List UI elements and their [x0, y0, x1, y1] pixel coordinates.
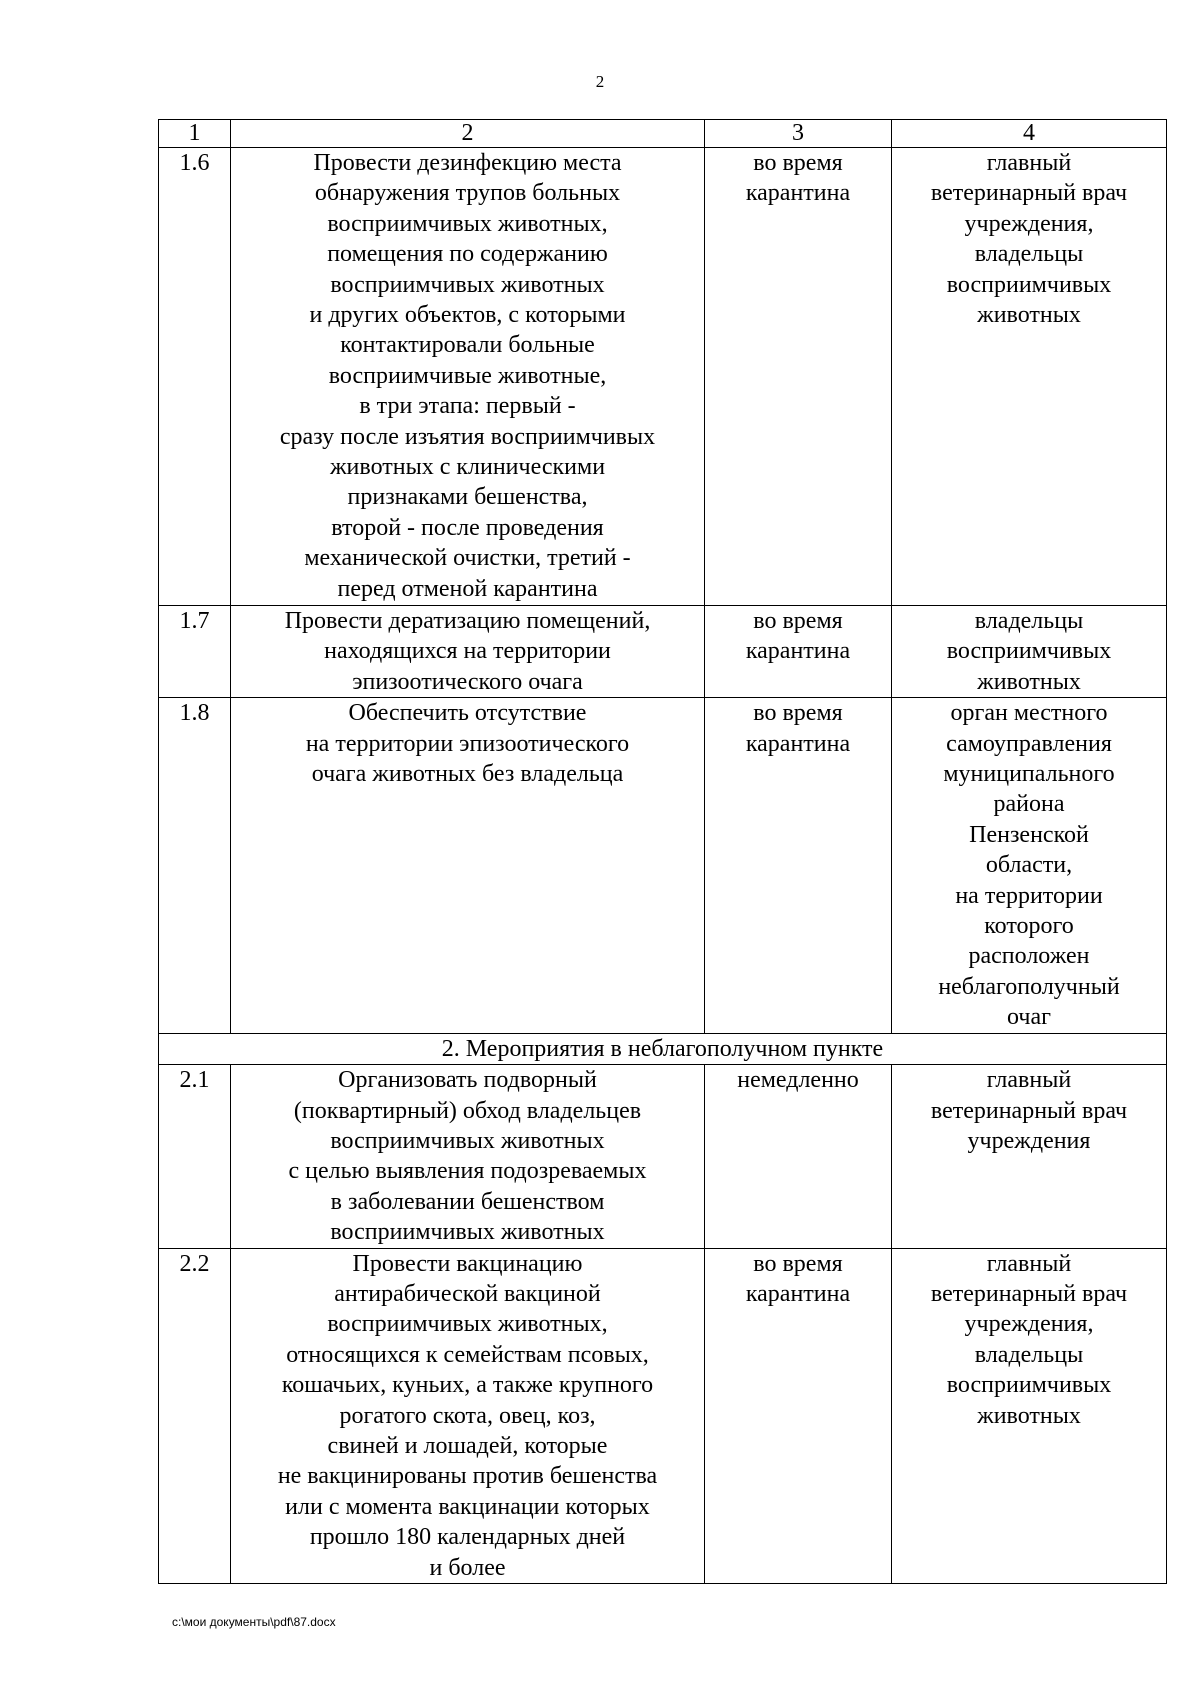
- column-header-3: 3: [705, 120, 892, 148]
- term-cell: во время карантина: [705, 1248, 892, 1583]
- responsible-cell: главный ветеринарный врач учреждения: [892, 1065, 1167, 1248]
- term-cell: во время карантина: [705, 148, 892, 606]
- table-row: [159, 148, 1167, 606]
- responsible-cell: главный ветеринарный врач учреждения, владельцы восприимчивых животных: [892, 1248, 1167, 1583]
- table-header-row: [159, 120, 1167, 148]
- measures-table: [158, 119, 1167, 1584]
- column-header-1: 1: [159, 120, 231, 148]
- document-file-path: c:\мои документы\pdf\87.docx: [172, 1615, 336, 1629]
- section-row: [159, 1033, 1167, 1064]
- page-number: 2: [595, 72, 605, 91]
- column-header-4: 4: [892, 120, 1167, 148]
- table-row: [159, 1248, 1167, 1583]
- responsible-cell: орган местного самоуправления муниципального района Пензенской области, на территории которого расположен неблагополучный очаг: [892, 698, 1167, 1033]
- responsible-cell: владельцы восприимчивых животных: [892, 606, 1167, 698]
- table-row: [159, 606, 1167, 698]
- responsible-cell: главный ветеринарный врач учреждения, владельцы восприимчивых животных: [892, 148, 1167, 606]
- term-cell: во время карантина: [705, 698, 892, 1033]
- row-number: 2.2: [159, 1248, 231, 1583]
- measure-cell: Провести вакцинацию антирабической вакциной восприимчивых животных, относящихся к семействам псовых, кошачьих, куньих, а также крупного рогатого скота, овец, коз, свиней и лошадей, которые не вакцинированы против бешенства или с момента вакцинации которых прошло 180 календарных дней и более: [231, 1248, 705, 1583]
- measure-cell: Организовать подворный (поквартирный) обход владельцев восприимчивых животных с целью выявления подозреваемых в заболевании бешенством восприимчивых животных: [231, 1065, 705, 1248]
- term-cell: немедленно: [705, 1065, 892, 1248]
- table-row: [159, 1065, 1167, 1248]
- term-cell: во время карантина: [705, 606, 892, 698]
- row-number: 1.8: [159, 698, 231, 1033]
- row-number: 2.1: [159, 1065, 231, 1248]
- measure-cell: Провести дератизацию помещений, находящихся на территории эпизоотического очага: [231, 606, 705, 698]
- measure-cell: Обеспечить отсутствие на территории эпизоотического очага животных без владельца: [231, 698, 705, 1033]
- table-row: [159, 698, 1167, 1033]
- column-header-2: 2: [231, 120, 705, 148]
- measure-cell: Провести дезинфекцию места обнаружения трупов больных восприимчивых животных, помещения по содержанию восприимчивых животных и других объектов, с которыми контактировали больные восприимчивые животные, в три этапа: первый - сразу после изъятия восприимчивых животных с клиническими признаками бешенства, второй - после проведения механической очистки, третий - перед отменой карантина: [231, 148, 705, 606]
- row-number: 1.7: [159, 606, 231, 698]
- row-number: 1.6: [159, 148, 231, 606]
- section-title: 2. Мероприятия в неблагополучном пункте: [159, 1033, 1167, 1064]
